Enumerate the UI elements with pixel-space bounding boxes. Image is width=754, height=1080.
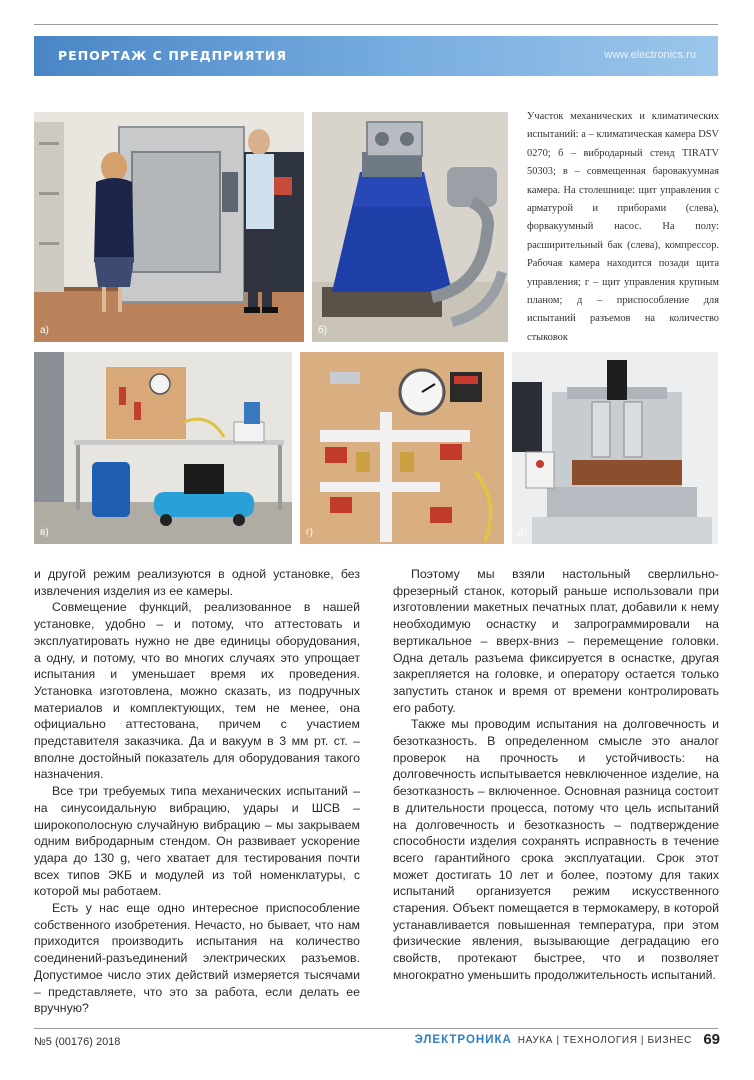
website-url: www.electronics.ru (604, 49, 696, 61)
footer-rule (34, 1028, 718, 1029)
article-column-left (34, 566, 360, 1017)
article-column-right (393, 566, 719, 984)
photo-label: б) (318, 325, 328, 336)
issue-number: №5 (00176) 2018 (34, 1036, 121, 1048)
magazine-masthead (415, 1034, 692, 1046)
top-rule (34, 24, 718, 25)
article-paragraph: и другой режим реализуются в одной установке, без извлечения изделия из ее камеры. (34, 567, 360, 598)
photo-label: д) (518, 527, 528, 538)
article-paragraph: Есть у нас еще одно интересное приспособление собственного изобретения. Нечасто, но бывает, что нам приходится производить испытания на количество соединений-разъединений электрических разъемов. Допустимое число этих действий измеряется тысячами – представляете, что это за работа, если делать ее вручную? (34, 901, 360, 1016)
page-number: 69 (703, 1031, 720, 1048)
photo-caption: Участок механических и климатических испытаний: а – климатическая камера DSV 0270; б – вибродарный стенд TIRATV 50303; в – совмещенная баровакуумная камера. На столешнице: щит управления с арматурой и приборами (слева), форвакуумный насос. На полу: расширительный бак (слева), компрессор. Рабочая камера находится позади щита управления; г – щит управления крупным планом; д – приспособление для испытаний разъемов на количество стыковок (527, 111, 719, 343)
photo-vibration-stand (312, 112, 508, 342)
article-paragraph: Также мы проводим испытания на долговечность и безотказность. В определенном смысле это аналог проверок на прочность и устойчивость: на долговечность испытывается невключенное изделие, на безотказность – включенное. Основная разница состоит в длительности процесса, потому что цель испытаний на долговечность и безотказность – подтверждение способности изделия сохранять исправность в течение всего гарантийного срока эксплуатации. Срок этот может достигать 10 лет и более, поэтому для таких испытаний организуется режим искусственного старения. Объект помещается в термокамеру, в которой устанавливается повышенная температура, при этом физические явления, вызывающие деградацию его свойств, протекают быстрее, что и позволяет многократно уменьшить продолжительность испытаний. (393, 717, 719, 982)
photo-climatic-chamber (34, 112, 304, 342)
article-paragraph: Поэтому мы взяли настольный сверлильно-фрезерный станок, который раньше использовали при изготовлении макетных печатных плат, добавили к нему необходимую оснастку и запрограммировали на вертикальное – вверх-вниз – перемещение головки. Одна деталь разъема фиксируется в оснастке, другая закрепляется на головке, и оператору остается только запустить станок и время от времени контролировать его работу. (393, 567, 719, 715)
section-header (34, 36, 718, 76)
photo-connector-fixture (512, 352, 718, 544)
photo-label: в) (40, 527, 49, 538)
photo-barovacuum-chamber (34, 352, 292, 544)
section-title: РЕПОРТАЖ С ПРЕДПРИЯТИЯ (58, 48, 287, 63)
article-paragraph: Все три требуемых типа механических испытаний – на синусоидальную вибрацию, удары и ШСВ – широкополосную случайную вибрацию – мы закрываем одним вибродарным стендом. Он развивает ускорение удара до 130 g, чего хватает для тестирования почти всех типов ЭКБ и модулей из той номенклатуры, с которой мы работаем. (34, 784, 360, 899)
magazine-name: ЭЛЕКТРОНИКА (414, 1034, 512, 1046)
photo-label: а) (40, 325, 49, 336)
photo-label: г) (306, 527, 313, 538)
article-paragraph: Совмещение функций, реализованное в нашей установке, удобно – и потому, что аттестовать и эксплуатировать нужно не две единицы оборудования, а одну, и потому, что во многих случаях это упрощает испытания и уменьшает время их проведения. Установка изготовлена, можно сказать, из подручных материалов и комплектующих, тем не менее, она официально аттестована, причем с участием представителя заказчика. Да и вакуум в 3 мм рт. ст. – вполне достойный показатель для оборудования такого назначения. (34, 600, 360, 782)
magazine-tagline: НАУКА | ТЕХНОЛОГИЯ | БИЗНЕС (517, 1035, 692, 1046)
photo-control-panel (300, 352, 504, 544)
